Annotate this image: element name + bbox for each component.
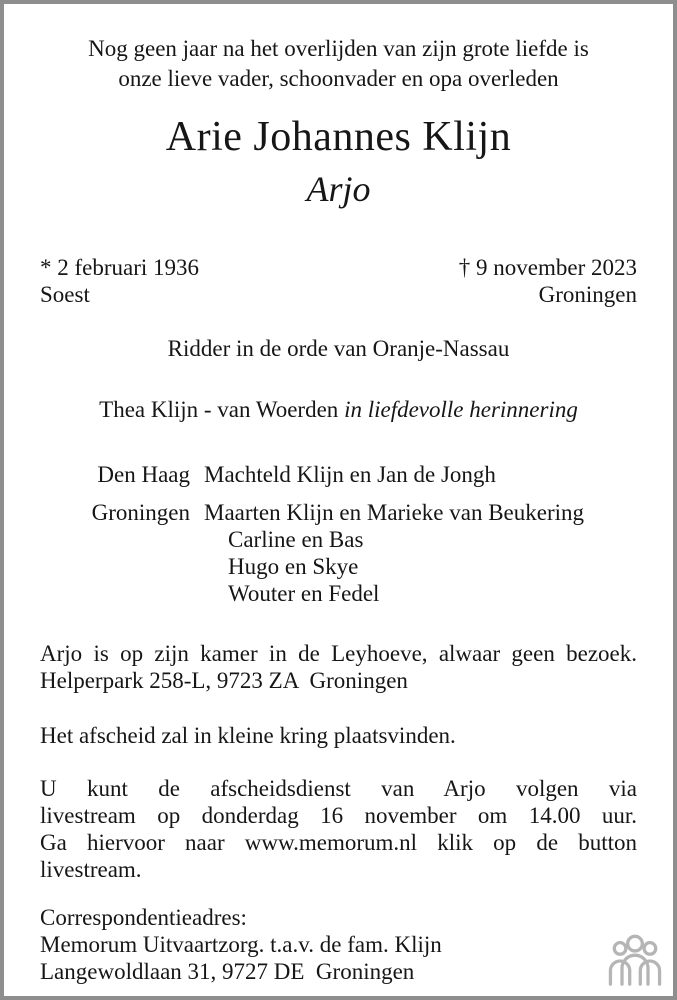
family-name-line: Wouter en Fedel [228,581,380,606]
family-name-line: Machteld Klijn en Jan de Jongh [204,462,496,487]
correspondence-line-1: Memorum Uitvaartzorg. t.a.v. de fam. Klijn [40,932,442,957]
death-date: 9 november 2023 [476,255,637,280]
family-row-den-haag [40,461,637,488]
partner-name: Thea Klijn - van Woerden [99,397,339,422]
livestream-line-2: livestream op donderdag 16 november om 14.00 uur. [40,803,637,828]
intro-line-1: Nog geen jaar na het overlijden van zijn grote liefde is [88,36,589,61]
birth-symbol: * [40,255,52,280]
honor-line: Ridder in de orde van Oranje-Nassau [167,336,510,361]
deceased-nickname: Arjo [306,169,371,209]
death-block [459,254,637,308]
intro-text [40,34,637,94]
livestream-line-1: U kunt de afscheidsdienst van Arjo volgen via [40,776,637,801]
livestream-line-4: livestream. [40,857,142,882]
family-name-line: Carline en Bas [228,527,364,552]
correspondence-paragraph [40,904,637,985]
correspondence-label: Correspondentieadres: [40,905,247,930]
farewell-paragraph: Het afscheid zal in kleine kring plaatsvinden. [40,723,456,748]
partner-note: in liefdevolle herinnering [344,397,578,422]
family-list [40,461,637,607]
birth-date: 2 februari 1936 [57,255,200,280]
livestream-paragraph [40,775,637,883]
residence-line-2: Helperpark 258-L, 9723 ZA Groningen [40,668,408,693]
death-date-line [459,254,637,281]
residence-paragraph [40,640,637,694]
residence-line-1: Arjo is op zijn kamer in de Leyhoeve, alwaar geen bezoek. [40,641,637,666]
livestream-line-3: Ga hiervoor naar www.memorum.nl klik op de button [40,830,637,855]
intro-line-2: onze lieve vader, schoonvader en opa overleden [118,66,559,91]
partner-line [40,396,637,423]
family-names [204,499,584,607]
family-row-groningen [40,499,637,607]
people-logo-icon [607,934,663,986]
deceased-name: Arie Johannes Klijn [165,114,512,160]
birth-block [40,254,199,308]
family-city: Groningen [91,500,190,525]
birth-date-line [40,254,199,281]
family-name-line: Hugo en Skye [228,554,359,579]
family-city: Den Haag [97,462,190,487]
correspondence-line-2: Langewoldlaan 31, 9727 DE Groningen [40,959,415,984]
death-place: Groningen [538,282,637,307]
death-symbol: † [458,255,471,280]
family-name-line: Maarten Klijn en Marieke van Beukering [204,500,585,525]
birth-place: Soest [40,282,90,307]
birth-death-row [40,254,637,308]
family-names [204,461,496,488]
